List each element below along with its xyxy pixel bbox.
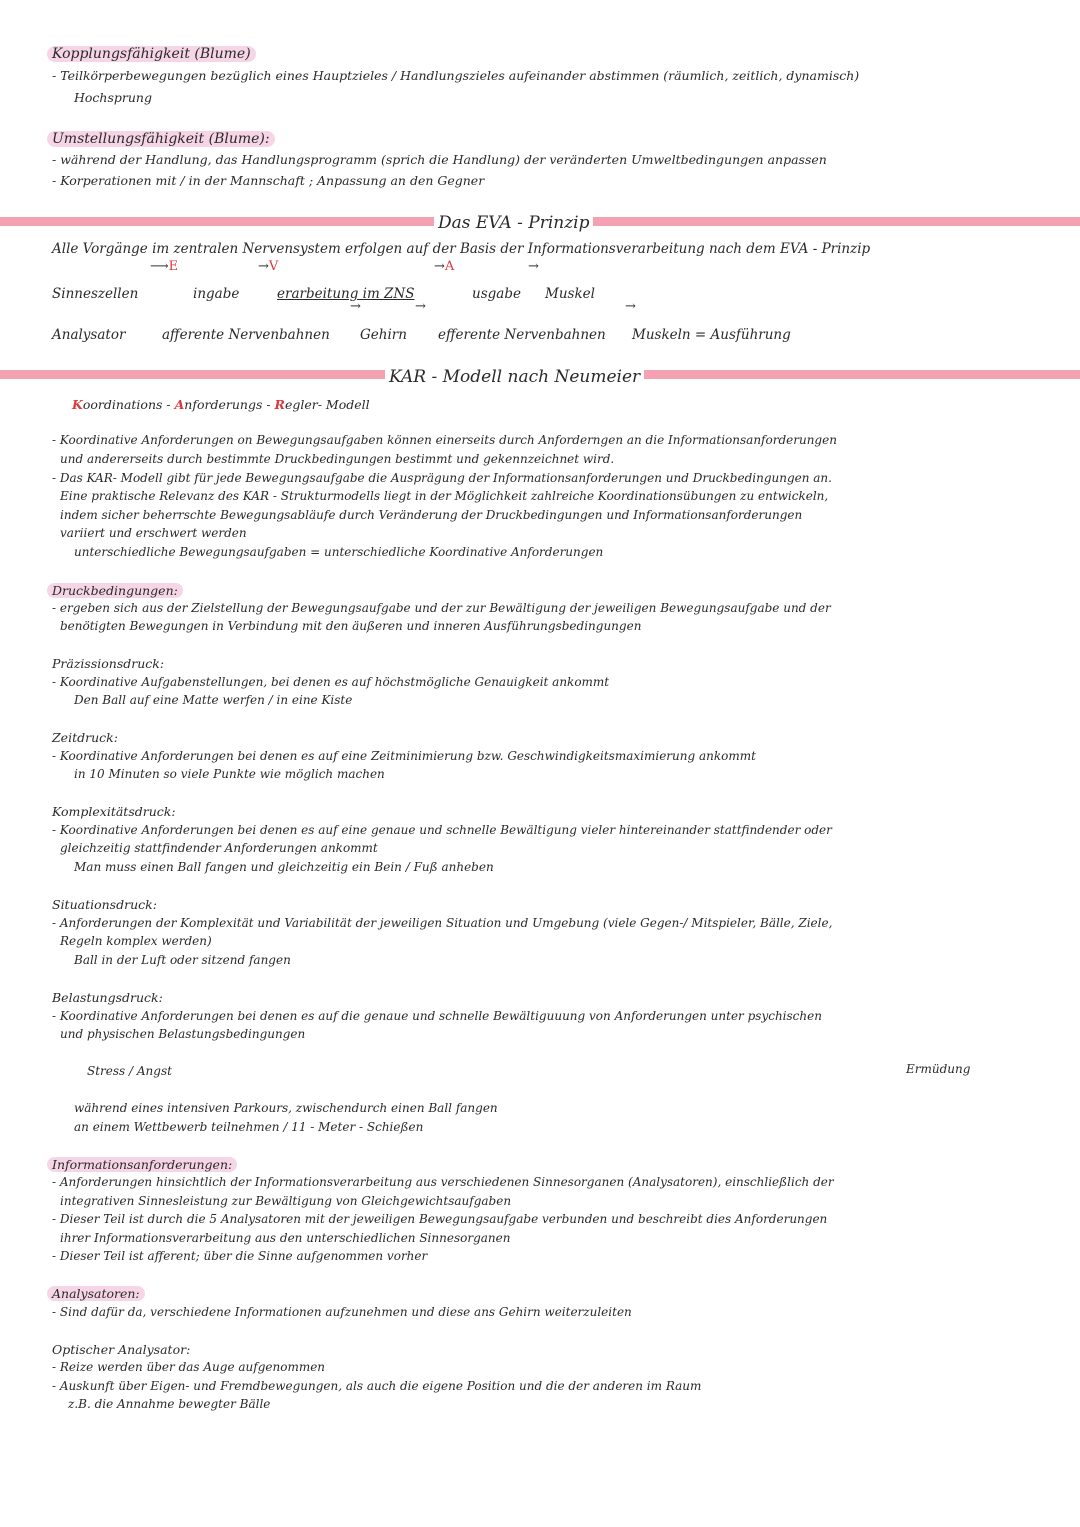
arrow-icon: → (625, 299, 636, 314)
eva-muskel: Muskel (545, 286, 595, 302)
eva-afferente: afferente Nervenbahnen (162, 327, 330, 343)
eva-title: Das EVA - Prinzip (434, 213, 593, 233)
kopplung-line: - Teilkörperbewegungen bezüglich eines Hauptzieles / Handlungszieles aufeinander abstimmen (räumlich, zeitlich, dynamisch) (52, 68, 860, 83)
kopplung-example: Hochsprung (74, 90, 152, 105)
eva-letter-a: →A (434, 259, 455, 274)
komplex-heading: Komplexitätsdruck: (52, 804, 176, 819)
druck-l1: - ergeben sich aus der Zielstellung der Bewegungsaufgabe und der zur Bewältigung der jeweiligen Bewegungsaufgabe und der (52, 601, 831, 615)
kopplung-heading: Kopplungsfähigkeit (Blume) (52, 46, 256, 62)
eva-gehirn: Gehirn (360, 327, 407, 343)
info-l4: ihrer Informationsverarbeitung aus den unterschiedlichen Sinnesorganen (60, 1231, 511, 1245)
zeit-l1: - Koordinative Anforderungen bei denen es auf eine Zeitminimierung bzw. Geschwindigkeitsmaximierung ankommt (52, 749, 756, 763)
eva-sinneszellen: Sinneszellen (52, 286, 139, 302)
kar-p2: und andererseits durch bestimmte Druckbedingungen bestimmt und gekennzeichnet wird. (60, 452, 615, 466)
zeit-heading: Zeitdruck: (52, 730, 118, 745)
situation-example: Ball in der Luft oder sitzend fangen (74, 953, 291, 967)
optisch-example: z.B. die Annahme bewegter Bälle (68, 1397, 271, 1411)
optisch-heading: Optischer Analysator: (52, 1342, 191, 1357)
kar-p5: indem sicher beherrschte Bewegungsabläufe durch Veränderung der Druckbedingungen und Informationsanforderungen (60, 508, 803, 522)
belastung-ermuedung: Ermüdung (906, 1062, 971, 1076)
belastung-l2: und physischen Belastungsbedingungen (60, 1027, 306, 1041)
kar-p1: - Koordinative Anforderungen on Bewegungsaufgaben können einerseits durch Anforderngen an die Informationsanforderungen (52, 433, 837, 447)
eva-efferente: efferente Nervenbahnen (438, 327, 606, 343)
eva-letter-v: →V (258, 259, 279, 274)
eva-letter-e: ⟶E (150, 259, 179, 274)
optisch-l2: - Auskunft über Eigen- und Fremdbewegungen, als auch die eigene Position und die der anderen im Raum (52, 1379, 702, 1393)
situation-l1: - Anforderungen der Komplexität und Variabilität der jeweiligen Situation und Umgebung (viele Gegen-/ Mitspieler, Bälle, Ziele, (52, 916, 833, 930)
praezision-heading: Präzissionsdruck: (52, 656, 165, 671)
analysatoren-l1: - Sind dafür da, verschiedene Informationen aufzunehmen und diese ans Gehirn weiterzuleiten (52, 1305, 632, 1319)
druck-l2: benötigten Bewegungen in Verbindung mit den äußeren und inneren Ausführungsbedingungen (60, 619, 642, 633)
arrow-icon: → (528, 259, 539, 274)
info-heading: Informationsanforderungen: (52, 1157, 237, 1172)
kar-acronym: Koordinations - Anforderungs - Regler- Modell (72, 397, 370, 412)
komplex-l2: gleichzeitig stattfindender Anforderungen ankommt (60, 841, 378, 855)
umstellung-line2: - Korperationen mit / in der Mannschaft ; Anpassung an den Gegner (52, 173, 485, 188)
eva-usgabe: usgabe (472, 286, 521, 302)
arrow-icon: → (350, 299, 361, 314)
info-l5: - Dieser Teil ist afferent; über die Sinne aufgenommen vorher (52, 1249, 428, 1263)
info-l3: - Dieser Teil ist durch die 5 Analysatoren mit der jeweiligen Bewegungsaufgabe verbunden und beschreibt dies Anforderungen (52, 1212, 828, 1226)
belastung-example1: während eines intensiven Parkours, zwischendurch einen Ball fangen (74, 1101, 498, 1115)
komplex-example: Man muss einen Ball fangen und gleichzeitig ein Bein / Fuß anheben (74, 860, 494, 874)
belastung-stress: Stress / Angst (87, 1064, 172, 1078)
komplex-l1: - Koordinative Anforderungen bei denen es auf eine genaue und schnelle Bewältigung vieler hintereinander stattfindender oder (52, 823, 832, 837)
eva-ingabe: ingabe (193, 286, 240, 302)
optisch-l1: - Reize werden über das Auge aufgenommen (52, 1360, 326, 1374)
druck-heading: Druckbedingungen: (52, 583, 183, 598)
situation-heading: Situationsdruck: (52, 897, 157, 912)
situation-l2: Regeln komplex werden) (60, 934, 212, 948)
kar-p6: variiert und erschwert werden (60, 526, 247, 540)
belastung-heading: Belastungsdruck: (52, 990, 163, 1005)
kar-p4: Eine praktische Relevanz des KAR - Strukturmodells liegt in der Möglichkeit zahlreiche Koordinationsübungen zu entwickeln, (60, 489, 829, 503)
eva-analysator: Analysator (52, 327, 126, 343)
zeit-example: in 10 Minuten so viele Punkte wie möglich machen (74, 767, 385, 781)
umstellung-line1: - während der Handlung, das Handlungsprogramm (sprich die Handlung) der veränderten Umweltbedingungen anpassen (52, 152, 827, 167)
praezision-l1: - Koordinative Aufgabenstellungen, bei denen es auf höchstmögliche Genauigkeit ankommt (52, 675, 610, 689)
belastung-example2: an einem Wettbewerb teilnehmen / 11 - Meter - Schießen (74, 1120, 424, 1134)
analysatoren-heading: Analysatoren: (52, 1286, 145, 1301)
kar-p3: - Das KAR- Modell gibt für jede Bewegungsaufgabe die Ausprägung der Informationsanforderungen und Druckbedingungen an. (52, 471, 832, 485)
praezision-example: Den Ball auf eine Matte werfen / in eine Kiste (74, 693, 353, 707)
kar-title: KAR - Modell nach Neumeier (385, 367, 644, 387)
arrow-icon: → (415, 299, 426, 314)
umstellung-heading: Umstellungsfähigkeit (Blume): (52, 131, 275, 147)
eva-intro: Alle Vorgänge im zentralen Nervensystem erfolgen auf der Basis der Informationsverarbeitung nach dem EVA - Prinzip (52, 241, 871, 257)
eva-erarbeitung: erarbeitung im ZNS (277, 286, 415, 302)
kar-p7: unterschiedliche Bewegungsaufgaben = unterschiedliche Koordinative Anforderungen (74, 545, 604, 559)
info-l1: - Anforderungen hinsichtlich der Informationsverarbeitung aus verschiedenen Sinnesorganen (Analysatoren), einschließlich der (52, 1175, 834, 1189)
belastung-l1: - Koordinative Anforderungen bei denen es auf die genaue und schnelle Bewältiguuung von Anforderungen unter psychischen (52, 1009, 822, 1023)
info-l2: integrativen Sinnesleistung zur Bewältigung von Gleichgewichtsaufgaben (60, 1194, 512, 1208)
eva-ausfuehrung: Muskeln = Ausführung (632, 327, 791, 343)
